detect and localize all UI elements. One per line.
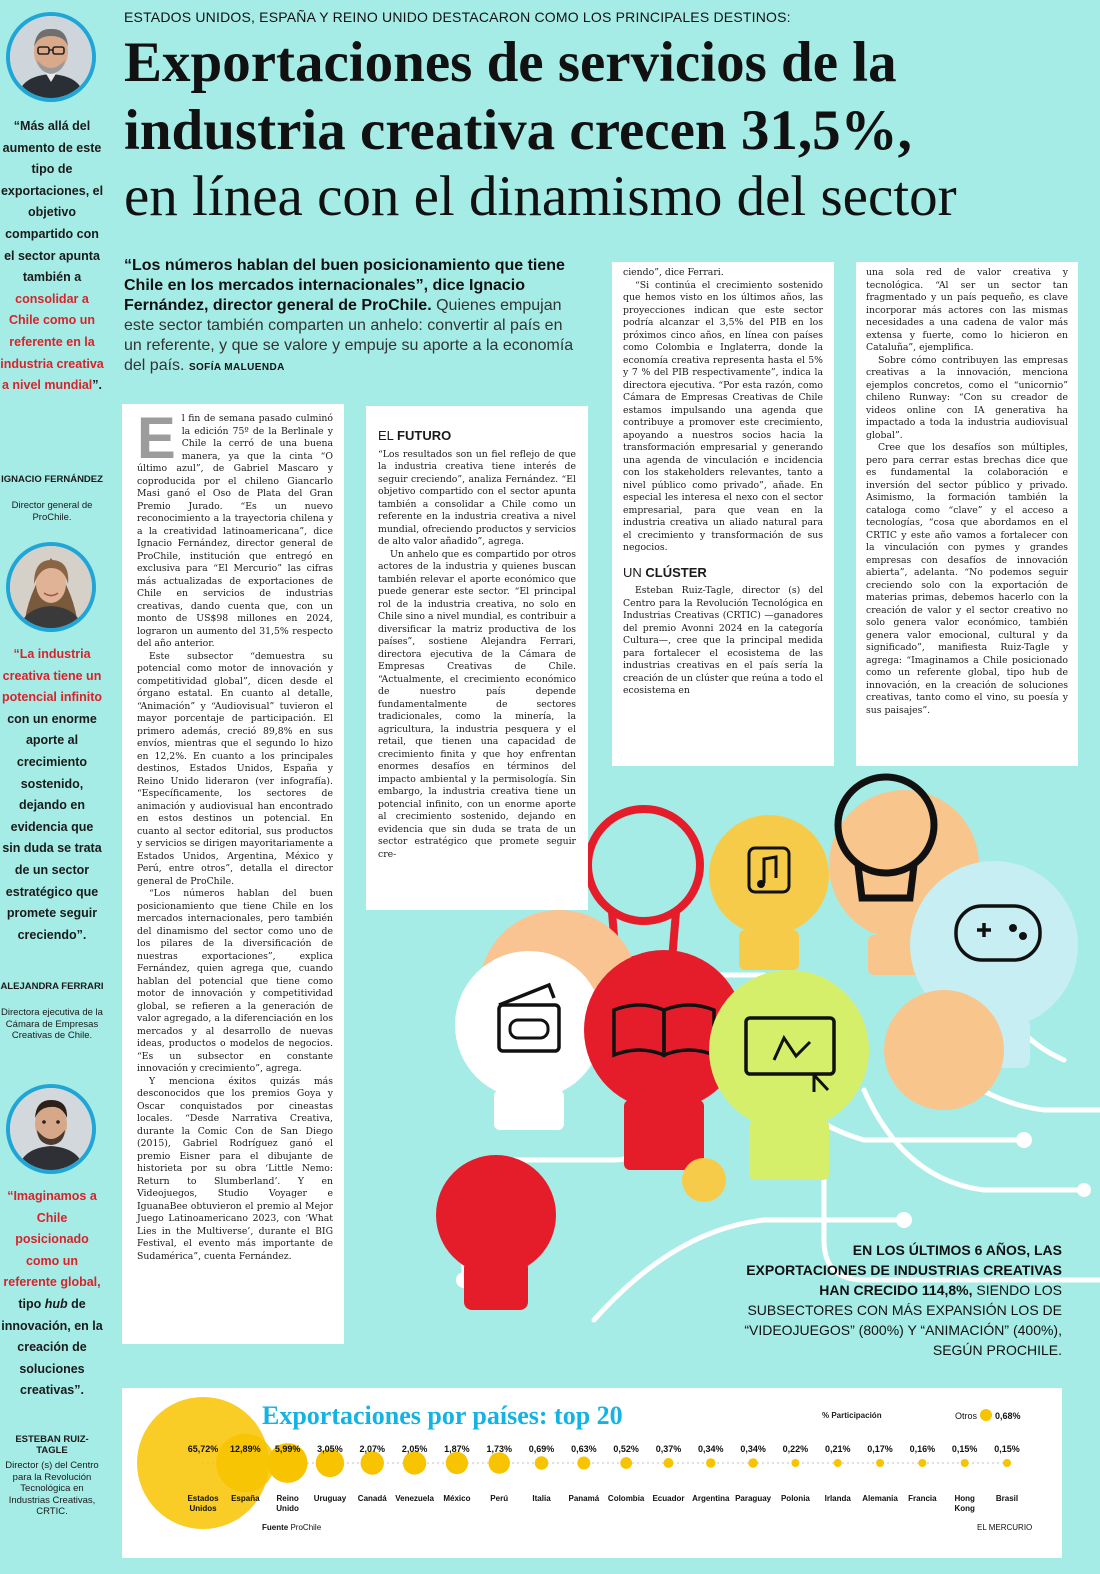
value-label: 5,99% <box>274 1444 301 1454</box>
headline-line-1: Exportaciones de servicios de la <box>124 31 897 94</box>
category-label: Kong <box>954 1504 975 1513</box>
deck-bold: “Los números hablan del buen posicionamiento que tiene Chile en los mercados internacionales”, dice Ignacio Fernández, director general de ProChile. <box>124 257 565 314</box>
pull-quote-ruiz-tagle: “Imaginamos a Chile posicionado como un referente global, tipo hub de innovación, en la creación de soluciones creativas”. <box>1 1189 103 1398</box>
person-role-fernandez: Director general de ProChile. <box>11 500 93 523</box>
others-legend: Otros 0,68% <box>955 1411 1021 1421</box>
bubble-canadá <box>361 1451 384 1474</box>
category-label: España <box>231 1494 260 1503</box>
participation-label: % Participación <box>822 1411 882 1420</box>
category-label: Panamá <box>568 1494 600 1503</box>
bubble-panamá <box>577 1457 590 1470</box>
value-label: 0,69% <box>528 1444 555 1454</box>
category-label: Francia <box>908 1494 937 1503</box>
column-2 <box>378 430 576 861</box>
value-label: 0,52% <box>613 1444 639 1454</box>
value-label: 0,34% <box>740 1444 766 1454</box>
portrait-ignacio-fernandez <box>6 12 96 102</box>
bubble-irlanda <box>834 1459 842 1467</box>
man-with-glasses-portrait-icon <box>10 16 92 98</box>
drop-cap: E <box>137 406 176 471</box>
column-1 <box>137 406 333 1263</box>
category-label: México <box>443 1494 471 1503</box>
bubble-méxico <box>446 1452 468 1474</box>
bubble-hong-kong <box>961 1459 969 1467</box>
value-label: 2,05% <box>401 1444 428 1454</box>
others-dot <box>980 1409 992 1421</box>
bubble-brasil <box>1003 1459 1011 1467</box>
category-label: Canadá <box>357 1494 387 1503</box>
headline-line-2: industria creativa crecen 31,5%, <box>124 99 912 162</box>
col4-paragraph-3: Cree que los desafíos son múltiples, pero para cerrar estas brechas dice que es fundamental la colaboración e inversión del sector público y privado. Asimismo, la formación también la cataloga como “clave” y el acceso a tecnologías, “cosa que abordamos en el CRTIC y este año vamos a fortalecer con la vinculación con pymes y grandes empresas con desafíos de innovación abierta”, adelanta. “No podemos seguir creciendo solo con la exportación de materias primas, debemos hacerlo con la creación de valor y el sector creativo no solo genera valor económico, también genera valor emocional, cultural y da significado”, manifiesta Ruiz-Tagle y agrega: “Imaginamos a Chile posicionado como un referente global, tipo hub de innovación, en la creación de soluciones creativas, tanto como el vino, su poesía y sus paisajes”. <box>866 442 1068 716</box>
category-label: Alemania <box>862 1494 898 1503</box>
bubble-italia <box>535 1456 549 1470</box>
value-label: 0,63% <box>571 1444 597 1454</box>
column-3 <box>623 267 823 698</box>
col4-paragraph-2: Sobre cómo contribuyen las empresas creativas a la innovación, menciona ejemplos concretos, como el “unicornio” chileno Runway: “Con su creador de videos online con IA generativa ha impactado a toda la industria audiovisual global”. <box>866 354 1068 441</box>
col1-paragraph-1: l fin de semana pasado culminó la edición 75º de la Berlinale y Chile la cerró de una buena manera, ya que la cinta “O último azul”, de Gabriel Mascaro y coproducida por el chileno Giancarlo Masi ganó el Oso de Plata del Gran Premio Jurado. “Es un nuevo reconocimiento a la trayectoria chilena y a la creatividad latinoamericana”, dice Ignacio Fernández, director general de ProChile, institución que entregó en exclusiva para “El Mercurio” las cifras más actualizadas de exportaciones de Chile en servicios de industrias creativas, dando cuenta que, con un monto de US$98 millones en 2024, lograron un aumento del 31,5% respecto del año anterior. <box>137 413 333 649</box>
source-note: Fuente ProChile <box>262 1523 322 1532</box>
value-label: 2,07% <box>359 1444 386 1454</box>
column-4 <box>866 267 1068 717</box>
category-label: Unido <box>276 1504 299 1513</box>
col2-paragraph-1: “Los resultados son un fiel reflejo de que la industria creativa tiene interés de seguir creciendo”, analiza Fernández. “El objetivo compartido con el sector apunta también a consolidar a Chile como un referente en la industria creativa a nivel mundial, ofreciendo productos y servicios de alto valor añadido”, agrega. <box>378 448 576 547</box>
woman-portrait-icon <box>10 546 92 628</box>
value-label: 65,72% <box>187 1444 219 1454</box>
category-label: Uruguay <box>313 1494 347 1503</box>
col3-paragraph-2: “Si continúa el crecimiento sostenido que hemos visto en los últimos años, las proyecciones indican que este sector podría alcanzar el 3,5% del PIB en los próximos cinco años, en línea con países como Colombia e Inglaterra, donde la economía creativa representa hasta el 5% y 7 % del PIB respectivamente”, indica la directora ejecutiva. “Por esta razón, como Cámara de Empresas Creativas de Chile estamos impulsando una agenda que contribuye a promover este crecimiento, apoyando a nuestros socios hacia la transformación empresarial y generando una agenda de vinculación e incidencia con los stakeholders relevantes, tanto a nivel público como privado”, añade. En especial les interesa el nexo con el sector empresarial, para que vean en la industria creativa un aliado natural para el crecimiento y transformación de sus negocios. <box>623 279 823 553</box>
deck <box>124 256 574 378</box>
bubble-alemania <box>876 1459 884 1467</box>
bubble-venezuela <box>403 1451 426 1474</box>
col4-paragraph-1: una sola red de valor creativa y tecnológica. “Al ser un sector tan fragmentado y un país pequeño, es clave incorporar más actores con las mismas necesidades a una cadena de valor más extensa y fuerte, como lo hicieron en Cataluña”, ejemplifica. <box>866 267 1068 353</box>
value-label: 1,73% <box>486 1444 512 1454</box>
col1-paragraph-3: “Los números hablan del buen posicionamiento que tiene Chile en los mercados internacionales, pero también del dinamismo del sector como uno de los pilares de la diversificación de nuestras exportaciones”, explica Fernández, quien agrega que, cuando hablan del potencial que tiene como motor de innovación y competitividad global, se refieren a la generación de valor agregado, a la diferenciación en los mercados y al desarrollo de nuevas ideas, productos o modelos de negocios. “Es un subsector en constante innovación y crecimiento”, agrega. <box>137 888 333 1074</box>
person-name-ferrari: ALEJANDRA FERRARI <box>0 981 104 992</box>
person-name-ruiz-tagle: ESTEBAN RUIZ-TAGLE <box>15 1434 89 1456</box>
value-label: 0,37% <box>655 1444 682 1454</box>
category-label: Brasil <box>995 1494 1019 1503</box>
category-label: Paraguay <box>735 1494 772 1503</box>
col1-paragraph-2: Este subsector “demuestra su potencial como motor de innovación y competitividad global”, dicen desde el órgano estatal. En cuanto al detalle, “Animación” y “Audiovisual” tuvieron el mayor porcentaje de participación. El primero además, creció 89,8% en sus envíos, mientras que el segundo lo hizo en 12,2%. En cuanto a los principales destinos, Estados Unidos, España y Reino Unido lideraron (ver infografía). “Específicamente, los sectores de animación y audiovisual han encontrado en estos destinos un potencial. En cuanto al sector editorial, sus productos y servicios se dirigen mayoritariamente a Estados Unidos, Argentina, México y Perú, entre otros”, detalla el director general de ProChile. <box>137 650 333 887</box>
category-label: Argentina <box>692 1494 730 1503</box>
category-label: Perú <box>490 1494 509 1503</box>
bubble-argentina <box>706 1458 715 1467</box>
bubble-polonia <box>791 1459 799 1467</box>
value-label: 12,89% <box>230 1444 261 1454</box>
bubble-francia <box>918 1459 926 1467</box>
quotes-sidebar <box>0 0 116 1574</box>
value-label: 1,87% <box>444 1444 470 1454</box>
pull-quote-fernandez: “Más allá del aumento de este tipo de exportaciones, el objetivo compartido con el sector apunta también a consolidar a Chile como un referente en la industria creativa a nivel mundial”. <box>0 119 104 393</box>
bubble-colombia <box>620 1457 632 1469</box>
bubble-paraguay <box>748 1458 757 1467</box>
category-label: Italia <box>532 1494 551 1503</box>
newspaper-brand: EL MERCURIO <box>977 1523 1033 1532</box>
person-role-ruiz-tagle: Director (s) del Centro para la Revolución Tecnológica en Industrias Creativas, CRTIC. <box>5 1460 99 1517</box>
category-label: Hong <box>954 1494 975 1503</box>
value-label: 0,15% <box>994 1444 1020 1454</box>
kicker: ESTADOS UNIDOS, ESPAÑA Y REINO UNIDO DESTACARON COMO LOS PRINCIPALES DESTINOS: <box>124 9 791 25</box>
category-label: Reino <box>276 1494 299 1503</box>
value-label: 3,05% <box>317 1444 343 1454</box>
category-label: Polonia <box>780 1494 810 1503</box>
bubble-ecuador <box>664 1458 674 1468</box>
infographic-title: Exportaciones por países: top 20 <box>262 1401 623 1430</box>
portrait-alejandra-ferrari <box>6 542 96 632</box>
value-label: 0,21% <box>824 1444 851 1454</box>
portrait-esteban-ruiz-tagle <box>6 1084 96 1174</box>
category-label: Estados <box>187 1494 219 1503</box>
category-label: Venezuela <box>395 1494 434 1503</box>
value-label: 0,34% <box>698 1444 724 1454</box>
value-label: 0,16% <box>909 1444 936 1454</box>
highlight-stat: EN LOS ÚLTIMOS 6 AÑOS, LAS EXPORTACIONES DE INDUSTRIAS CREATIVAS HAN CRECIDO 114,8%, SIENDO LOS SUBSECTORES CON MÁS EXPANSIÓN LOS DE “VIDEOJUEGOS” (800%) Y “ANIMACIÓN” (400%), SEGÚN PROCHILE. <box>744 1242 1062 1358</box>
byline: SOFÍA MALUENDA <box>188 362 285 373</box>
category-label: Colombia <box>607 1494 645 1503</box>
headline-line-3: en línea con el dinamismo del sector <box>124 165 957 228</box>
section-title-cluster: UN CLÚSTER <box>623 564 707 580</box>
col3-paragraph-3: Esteban Ruiz-Tagle, director (s) del Centro para la Revolución Tecnológica en Industrias Creativas (CRTIC) —ganadores del premio Avonni 2024 en la categoría Cultura—, cree que la principal medida para fortalecer el ecosistema de las industrias creativas en el país sería la creación de un clúster que reúna a todo el ecosistema en <box>623 585 823 696</box>
value-label: 0,15% <box>951 1444 978 1454</box>
value-label: 0,17% <box>867 1444 893 1454</box>
deck-text: Quienes empujan este sector también comparten un anhelo: convertir al país en un referente, y que se valore y empuje su aporte a la economía del país. <box>124 297 574 374</box>
col3-paragraph-1: ciendo”, dice Ferrari. <box>623 267 724 278</box>
man-portrait-icon <box>10 1088 92 1170</box>
pull-quote-ferrari: “La industria creativa tiene un potencial infinito con un enorme aporte al crecimiento sostenido, dejando en evidencia que sin duda se trata de un sector estratégico que promete seguir creciendo”. <box>2 647 102 942</box>
section-title-futuro: EL FUTURO <box>378 428 452 443</box>
category-label: Irlanda <box>824 1494 851 1503</box>
category-label: Ecuador <box>652 1494 685 1503</box>
person-role-ferrari: Directora ejecutiva de la Cámara de Empresas Creativas de Chile. <box>1 1007 103 1041</box>
person-name-fernandez: IGNACIO FERNÁNDEZ <box>1 474 103 485</box>
value-label: 0,22% <box>782 1444 809 1454</box>
bubble-perú <box>489 1452 510 1473</box>
bubble-españa <box>216 1434 274 1492</box>
category-label: Unidos <box>189 1504 217 1513</box>
col2-paragraph-2: Un anhelo que es compartido por otros actores de la industria y quienes buscan también relevar el aporte económico que puede generar este sector. “El principal rol de la industria creativa, no solo en Chile sino a nivel mundial, es contribuir a diversificar la matriz productiva de los países”, sostiene Alejandra Ferrari, directora ejecutiva de la Cámara de Empresas Creativas de Chile. “Actualmente, el crecimiento económico de nuestro país depende fundamentalmente de sectores tradicionales, como la minería, la agricultura, la industria pesquera y el retail, que tienen una capacidad de crecimiento finita y que hoy enfrentan enormes desafíos en términos del impacto ambiental y la permisología. Sin embargo, la industria creativa tiene un potencial infinito, con un enorme aporte al crecimiento sostenido, dejando en evidencia que sin duda se trata de un sector estratégico que promete seguir cre- <box>378 548 576 860</box>
col1-paragraph-4: Y menciona éxitos quizás más desconocidos que los premios Goya y Oscar conquistados por cineastas locales. “Desde Narrativa Creativa, durante la Comic Con de San Diego (2015), Gabriel Rodríguez ganó el premio Eisner para el dibujante de historieta por su obra ‘Little Nemo: Return to Slumberland’. Y en Videojuegos, Studio Voyager e IguanaBee obtuvieron el premio al Mejor Juego Latinoamericano 2023, con ‘What Lies in the Multiverse’, durante el BIG Festival, el evento más importante de Sudamérica”, cuenta Fernández. <box>137 1075 333 1262</box>
